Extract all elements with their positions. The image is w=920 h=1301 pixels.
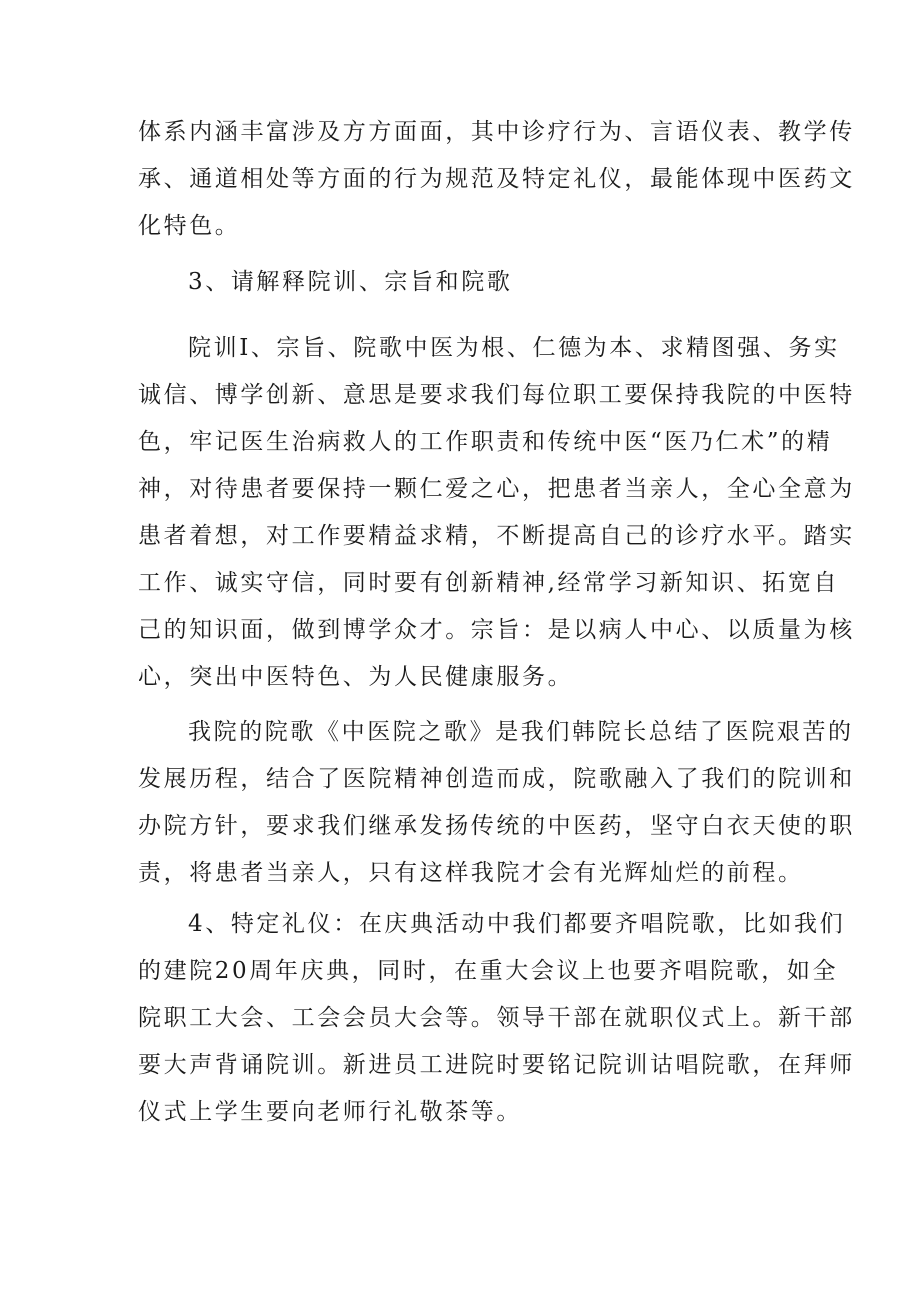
text-line-5: 院训I、宗旨、院歌中医为根、仁德为本、求精图强、务实 [188, 335, 840, 361]
text-line-2: 承、通道相处等方面的行为规范及特定礼仪，最能体现中医药文 [138, 166, 855, 192]
text-line-18: 的建院20周年庆典，同时，在重大会议上也要齐唱院歌，如全 [138, 958, 839, 984]
text-line-17: 4、特定礼仪：在庆典活动中我们都要齐唱院歌，比如我们 [188, 911, 846, 937]
text-line-13: 我院的院歌《中医院之歌》是我们韩院长总结了医院艰苦的 [188, 719, 854, 745]
text-line-9: 患者着想，对工作要精益求精，不断提高自己的诊疗水平。踏实 [138, 523, 855, 549]
text-line-7: 色，牢记医生治病救人的工作职责和传统中医“医乃仁术”的精 [138, 429, 833, 455]
text-line-1: 体系内涵丰富涉及方方面面，其中诊疗行为、言语仪表、教学传 [138, 119, 855, 145]
text-line-6: 诚信、博学创新、意思是要求我们每位职工要保持我院的中医特 [138, 382, 855, 408]
text-line-10: 工作、诚实守信，同时要有创新精神,经常学习新知识、拓宽自 [138, 570, 840, 596]
section-heading-3: 3、请解释院训、宗旨和院歌 [188, 269, 513, 295]
text-line-21: 仪式上学生要向老师行礼敬茶等。 [138, 1099, 522, 1125]
text-line-8: 神，对待患者要保持一颗仁爱之心，把患者当亲人，全心全意为 [138, 476, 855, 502]
text-line-12: 心，突出中医特色、为人民健康服务。 [138, 664, 574, 690]
text-line-15: 办院方针，要求我们继承发扬传统的中医药，坚守白衣天使的职 [138, 813, 855, 839]
text-line-3: 化特色。 [138, 213, 241, 239]
text-line-16: 责，将患者当亲人，只有这样我院才会有光辉灿烂的前程。 [138, 860, 804, 886]
text-line-14: 发展历程，结合了医院精神创造而成，院歌融入了我们的院训和 [138, 766, 855, 792]
text-line-20: 要大声背诵院训。新进员工进院时要铭记院训诂唱院歌，在拜师 [138, 1052, 855, 1078]
text-line-11: 己的知识面，做到博学众才。宗旨：是以病人中心、以质量为核 [138, 617, 855, 643]
text-line-19: 院职工大会、工会会员大会等。领导干部在就职仪式上。新干部 [138, 1005, 855, 1031]
